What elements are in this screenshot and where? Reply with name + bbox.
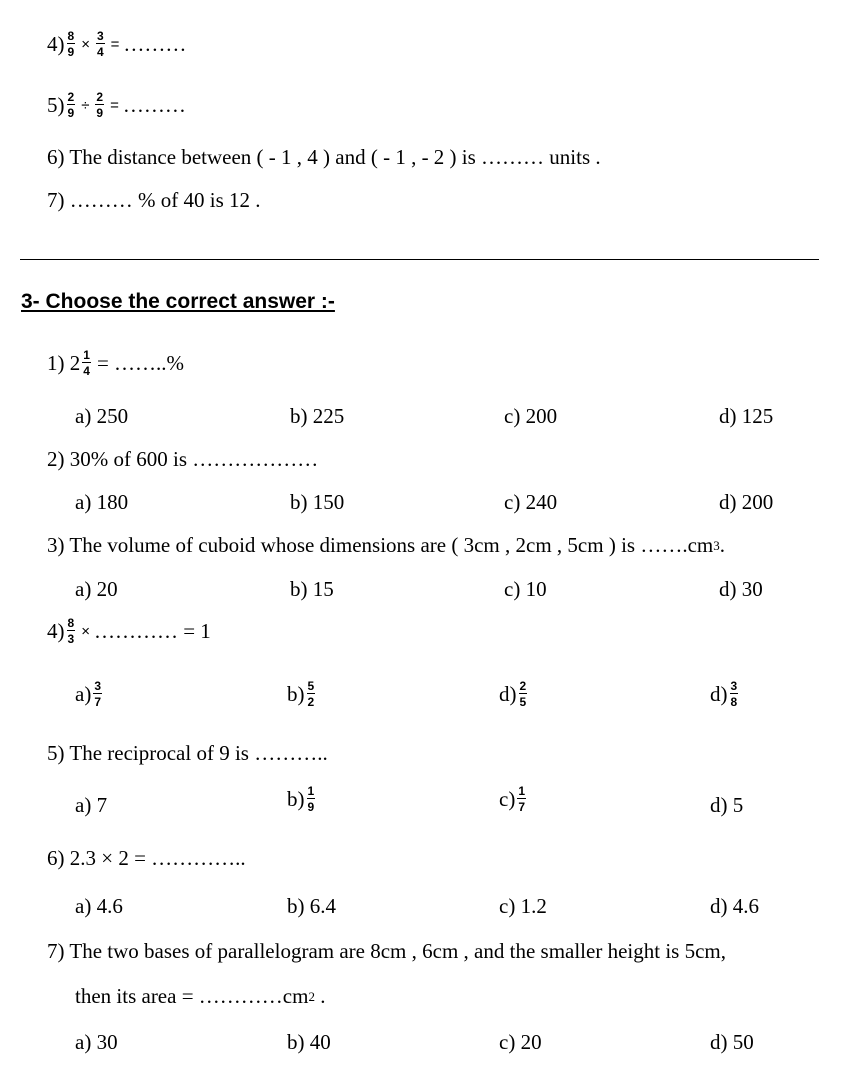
fill-item-7: 7) ……… % of 40 is 12 . — [47, 188, 261, 212]
answer-blank: ……… — [123, 31, 187, 56]
option-c[interactable]: d) $\frac{2}{5}$ — [499, 679, 527, 709]
option-d[interactable]: d) 4.6 — [710, 894, 759, 918]
option-c[interactable]: c) 20 — [499, 1030, 542, 1054]
question-2: 2) 30% of 600 is ……………… — [47, 447, 319, 471]
option-c[interactable]: c) 1.2 — [499, 894, 547, 918]
equals-symbol: = — [110, 96, 119, 114]
option-c[interactable]: c) $\frac{1}{7}$ — [499, 784, 526, 814]
answer-blank: ……… — [122, 92, 186, 117]
question-text: then its area = …………cm — [75, 984, 309, 1008]
question-number: 1) 2 — [47, 350, 81, 375]
period: . — [719, 533, 725, 557]
fraction: $\frac{2}{9}$ — [96, 90, 104, 120]
question-rest: = ……..% — [96, 350, 185, 375]
fraction: $\frac{3}{4}$ — [96, 29, 104, 59]
option-b[interactable]: b) 15 — [290, 577, 334, 601]
option-d[interactable]: d) $\frac{3}{8}$ — [710, 679, 738, 709]
divide-symbol: ÷ — [81, 96, 90, 114]
fraction: $\frac{1}{9}$ — [307, 784, 315, 814]
option-b[interactable]: b) 150 — [290, 490, 345, 514]
question-rest: ………… = 1 — [93, 618, 211, 643]
fraction: $\frac{2}{9}$ — [67, 90, 75, 120]
option-a[interactable]: a) 180 — [75, 490, 129, 514]
option-d[interactable]: d) 200 — [719, 490, 774, 514]
option-a[interactable]: a) 250 — [75, 404, 129, 428]
question-5: 5) The reciprocal of 9 is ……….. — [47, 741, 328, 765]
option-a[interactable]: a) 7 — [75, 793, 108, 817]
fraction: $\frac{3}{7}$ — [94, 679, 102, 709]
option-b[interactable]: b) $\frac{5}{2}$ — [287, 679, 315, 709]
option-c[interactable]: c) 10 — [504, 577, 547, 601]
fraction: $\frac{1}{4}$ — [83, 348, 90, 378]
times-symbol: × — [81, 622, 90, 640]
option-a[interactable]: a) 4.6 — [75, 894, 123, 918]
question-6: 6) 2.3 × 2 = ………….. — [47, 846, 246, 870]
question-1 — [47, 349, 184, 377]
period: . — [314, 984, 326, 1008]
section-divider — [20, 259, 819, 260]
item-number: 4) — [47, 31, 65, 56]
option-b[interactable]: b) 6.4 — [287, 894, 336, 918]
question-number: 4) — [47, 618, 65, 643]
option-a[interactable]: a) $\frac{3}{7}$ — [75, 679, 102, 709]
fill-item-4 — [47, 30, 186, 58]
option-c[interactable]: c) 240 — [504, 490, 558, 514]
option-d[interactable]: d) 30 — [719, 577, 763, 601]
question-text: 3) The volume of cuboid whose dimensions are ( 3cm , 2cm , 5cm ) is …….cm — [47, 533, 714, 557]
times-symbol: × — [81, 35, 90, 53]
fraction: $\frac{8}{3}$ — [67, 616, 75, 646]
option-d[interactable]: d) 50 — [710, 1030, 754, 1054]
fraction: $\frac{8}{9}$ — [67, 29, 75, 59]
fraction: $\frac{5}{2}$ — [307, 679, 315, 709]
fraction: $\frac{2}{5}$ — [519, 679, 527, 709]
fill-item-5 — [47, 91, 186, 119]
option-b[interactable]: b) $\frac{1}{9}$ — [287, 784, 315, 814]
option-b[interactable]: b) 225 — [290, 404, 345, 428]
option-a[interactable]: a) 30 — [75, 1030, 118, 1054]
fraction: $\frac{1}{7}$ — [518, 784, 526, 814]
option-c[interactable]: c) 200 — [504, 404, 558, 428]
option-d[interactable]: d) 5 — [710, 793, 744, 817]
fraction: $\frac{3}{8}$ — [730, 679, 738, 709]
question-4 — [47, 617, 211, 645]
question-7: 7) The two bases of parallelogram are 8cm , 6cm , and the smaller height is 5cm, — [47, 939, 726, 963]
option-a[interactable]: a) 20 — [75, 577, 118, 601]
question-3: 3) The volume of cuboid whose dimensions are ( 3cm , 2cm , 5cm ) is …….cm 3 . — [47, 533, 725, 557]
question-7-continued: then its area = …………cm 2 . — [75, 984, 326, 1008]
equals-symbol: = — [110, 35, 120, 53]
option-d[interactable]: d) 125 — [719, 404, 774, 428]
option-b[interactable]: b) 40 — [287, 1030, 331, 1054]
fill-item-6: 6) The distance between ( - 1 , 4 ) and ( - 1 , - 2 ) is ……… units . — [47, 145, 601, 169]
item-number: 5) — [47, 92, 65, 117]
section-heading: 3- Choose the correct answer :- — [21, 290, 335, 313]
